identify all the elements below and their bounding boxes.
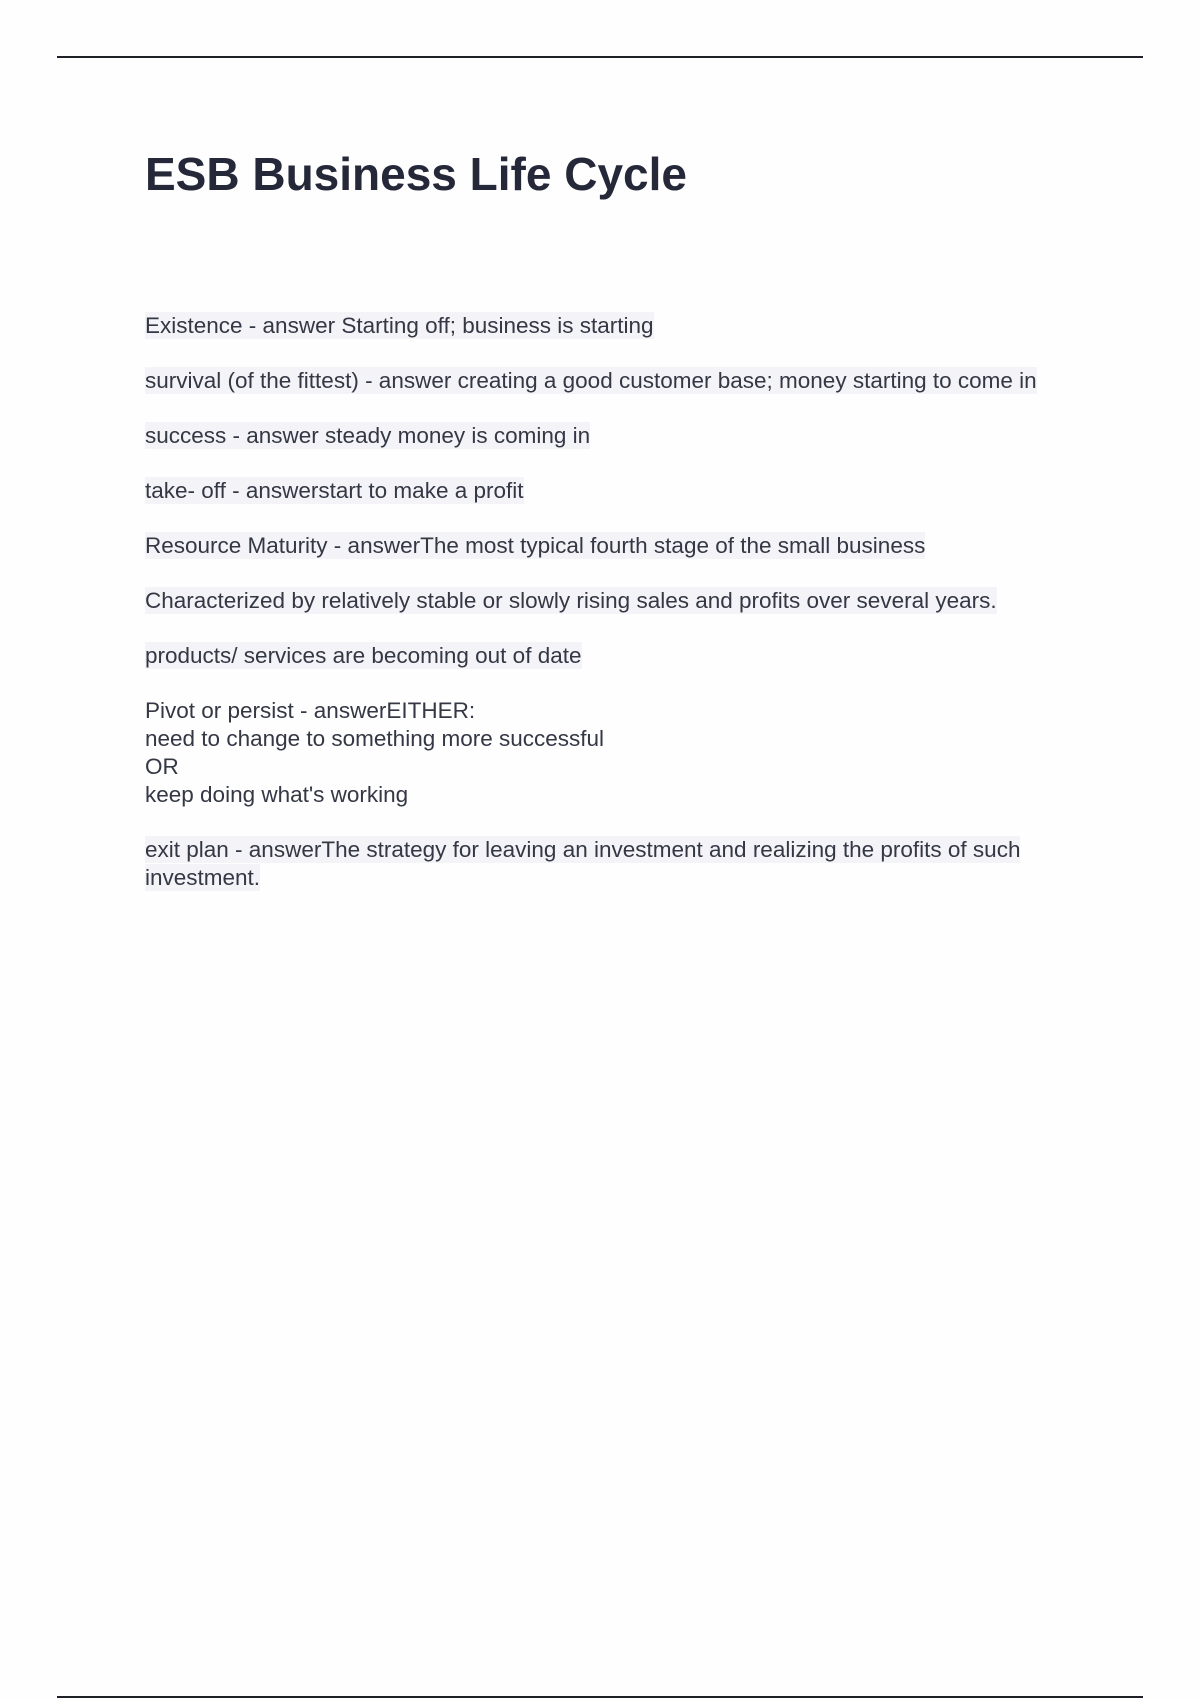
entry-exit-plan (145, 836, 1090, 892)
entry-line: keep doing what's working (145, 782, 409, 807)
entry-list (145, 312, 1090, 919)
entry-existence (145, 312, 1090, 340)
entry-text: Characterized by relatively stable or slowly rising sales and profits over several years. (145, 588, 997, 613)
bottom-rule (57, 1696, 1143, 1698)
entry-text: success - answer steady money is coming in (145, 423, 591, 448)
entry-text: take- off - answerstart to make a profit (145, 478, 524, 503)
entry-text: Resource Maturity - answerThe most typical fourth stage of the small business (145, 533, 926, 558)
entry-products-services (145, 642, 1090, 670)
entry-success (145, 422, 1090, 450)
entry-survival (145, 367, 1090, 395)
entry-characterized (145, 587, 1090, 615)
entry-text: Existence - answer Starting off; business is starting (145, 313, 654, 338)
top-rule (57, 56, 1143, 58)
entry-pivot-or-persist (145, 697, 1090, 809)
entry-text: survival (of the fittest) - answer creating a good customer base; money starting to come in (145, 368, 1037, 393)
entry-line: Pivot or persist - answerEITHER: (145, 698, 476, 723)
entry-take-off (145, 477, 1090, 505)
entry-line: need to change to something more successful (145, 726, 605, 751)
entry-line: OR (145, 754, 179, 779)
page-title: ESB Business Life Cycle (145, 148, 687, 200)
entry-text: exit plan - answerThe strategy for leaving an investment and realizing the profits of such investment. (145, 837, 1021, 890)
entry-text: products/ services are becoming out of date (145, 643, 582, 668)
entry-resource-maturity (145, 532, 1090, 560)
